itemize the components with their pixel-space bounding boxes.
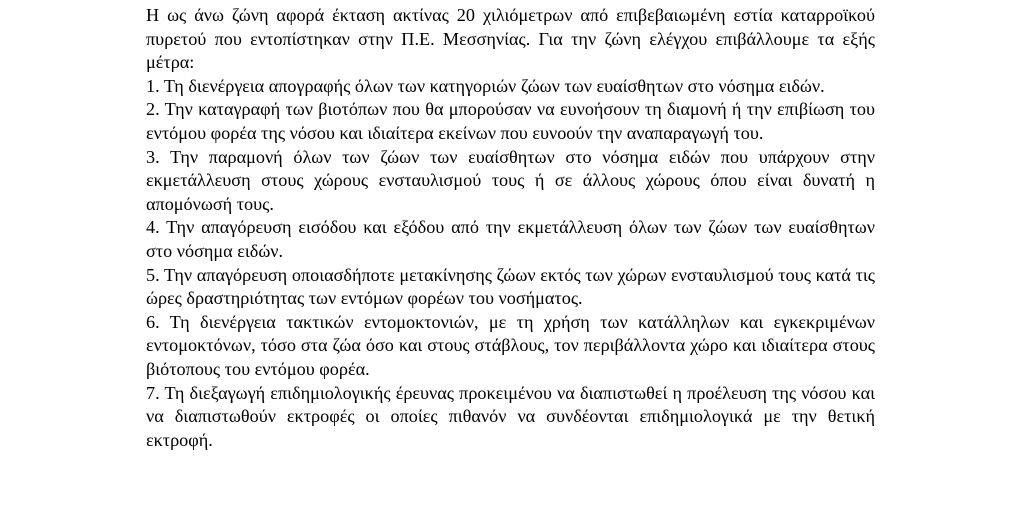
measure-item-5: 5. Την απαγόρευση οποιασδήποτε μετακίνησης ζώων εκτός των χώρων ενσταυλισμού τους κατά τις ώρες δραστηριότητας των εντόμων φορέων του νοσήματος. — [146, 264, 875, 309]
document-body — [146, 4, 875, 452]
measure-item-2: 2. Την καταγραφή των βιοτόπων που θα μπορούσαν να ευνοήσουν τη διαμονή ή την επιβίωση του εντόμου φορέα της νόσου και ιδιαίτερα εκείνων που ευνοούν την αναπαραγωγή του. — [146, 99, 875, 143]
measure-item-3: 3. Την παραμονή όλων των ζώων των ευαίσθητων στο νόσημα ειδών που υπάρχουν στην εκμετάλλευση στους χώρους ενσταυλισμού τους ή σε άλλους χώρους όπου είναι δυνατή η απομόνωσή τους. — [146, 146, 875, 214]
measure-item-1: 1. Τη διενέργεια απογραφής όλων των κατηγοριών ζώων των ευαίσθητων στο νόσημα ειδών. — [146, 75, 825, 96]
measure-item-6: 6. Τη διενέργεια τακτικών εντομοκτονιών, με τη χρήση των κατάλληλων και εγκεκριμένων εντομοκτόνων, τόσο στα ζώα όσο και στους στάβλους, τον περιβάλλοντα χώρο και ιδιαίτερα στους βιότοπους του εντόμου φορέα. — [146, 311, 875, 379]
measure-item-7: 7. Τη διεξαγωγή επιδημιολογικής έρευνας προκειμένου να διαπιστωθεί η προέλευση της νόσου και να διαπιστωθούν εκτροφές οι οποίες πιθανόν να συνδέονται επιδημιολογικά με την θετική εκτροφή. — [146, 382, 875, 450]
measure-item-4: 4. Την απαγόρευση εισόδου και εξόδου από την εκμετάλλευση όλων των ζώων των ευαίσθητων στο νόσημα ειδών. — [146, 217, 875, 261]
intro-paragraph: Η ως άνω ζώνη αφορά έκταση ακτίνας 20 χιλιόμετρων από επιβεβαιωμένη εστία καταρροϊκού πυρετού που εντοπίστηκαν στην Π.Ε. Μεσσηνίας. Για την ζώνη ελέγχου επιβάλλουμε τα εξής μέτρα: — [146, 5, 875, 73]
